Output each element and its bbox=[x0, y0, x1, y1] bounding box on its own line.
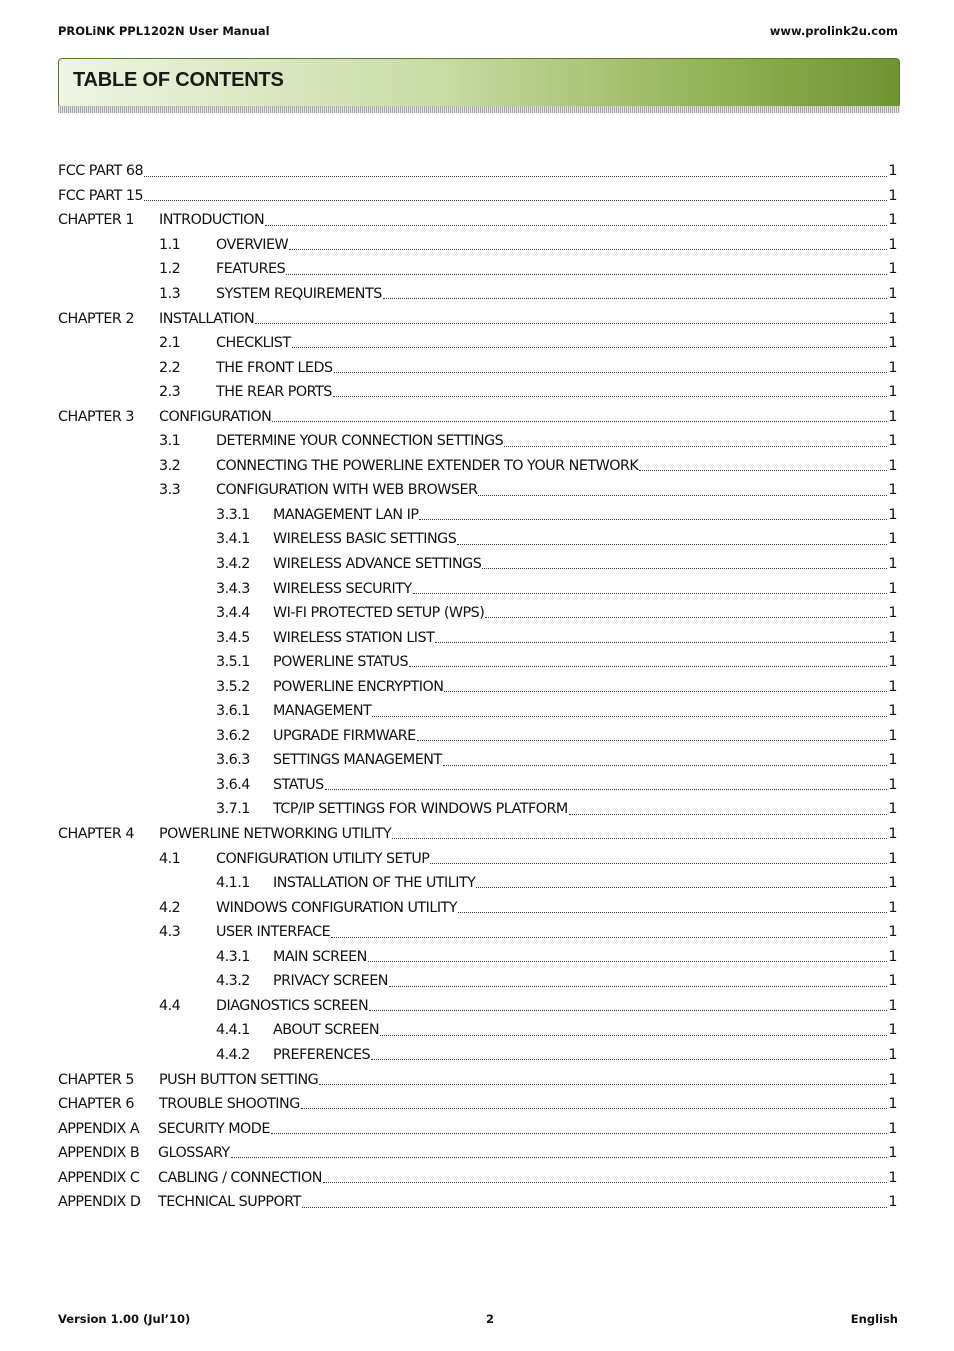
toc-entry[interactable] bbox=[58, 527, 897, 552]
toc-entry-title: POWERLINE ENCRYPTION bbox=[273, 678, 444, 695]
toc-entry[interactable] bbox=[58, 355, 897, 380]
toc-entry-title: STATUS bbox=[273, 776, 324, 793]
toc-entry-title: WINDOWS CONFIGURATION UTILITY bbox=[216, 899, 458, 916]
toc-entry-page: 1 bbox=[888, 212, 897, 229]
toc-entry-page: 1 bbox=[888, 482, 897, 499]
toc-entry[interactable] bbox=[58, 576, 897, 601]
toc-entry[interactable] bbox=[58, 846, 897, 871]
toc-entry-page: 1 bbox=[888, 1046, 897, 1063]
toc-entry-number: 3.1 bbox=[159, 433, 181, 450]
toc-entry-title: POWERLINE NETWORKING UTILITY bbox=[159, 826, 392, 843]
toc-entry[interactable] bbox=[58, 994, 897, 1019]
toc-entry-page: 1 bbox=[888, 1022, 897, 1039]
toc-entry-page: 1 bbox=[888, 236, 897, 253]
toc-entry[interactable] bbox=[58, 724, 897, 749]
toc-entry[interactable] bbox=[58, 674, 897, 699]
toc-entry-title: INSTALLATION bbox=[159, 310, 255, 327]
toc-entry-page: 1 bbox=[888, 1071, 897, 1088]
toc-entry-title: SETTINGS MANAGEMENT bbox=[273, 752, 442, 769]
toc-entry-number: 4.4 bbox=[159, 997, 181, 1014]
toc-entry-number: 3.7.1 bbox=[216, 801, 250, 818]
toc-dot-leader bbox=[485, 616, 887, 618]
toc-entry-number: 3.6.1 bbox=[216, 703, 250, 720]
toc-entry-page: 1 bbox=[888, 826, 897, 843]
toc-entry[interactable] bbox=[58, 945, 897, 970]
toc-dot-leader bbox=[371, 1058, 887, 1060]
toc-entry-title: INSTALLATION OF THE UTILITY bbox=[273, 875, 476, 892]
toc-entry-page: 1 bbox=[888, 703, 897, 720]
toc-entry-title: POWERLINE STATUS bbox=[273, 654, 409, 671]
toc-dot-leader bbox=[443, 764, 888, 766]
toc-dot-leader bbox=[372, 715, 887, 717]
toc-entry-title: THE FRONT LEDS bbox=[216, 359, 333, 376]
toc-entry-title: MAIN SCREEN bbox=[273, 948, 367, 965]
toc-entry-title: CONFIGURATION bbox=[159, 408, 272, 425]
toc-entry-page: 1 bbox=[888, 727, 897, 744]
toc-entry-page: 1 bbox=[888, 1120, 897, 1137]
toc-entry-title: CHECKLIST bbox=[216, 335, 291, 352]
toc-entry-page: 1 bbox=[888, 1194, 897, 1211]
toc-entry-number: 3.4.5 bbox=[216, 629, 250, 646]
toc-entry-title: WI-FI PROTECTED SETUP (WPS) bbox=[273, 605, 485, 622]
toc-entry[interactable] bbox=[58, 601, 897, 626]
toc-entry-number: 3.5.2 bbox=[216, 678, 250, 695]
toc-entry-page: 1 bbox=[888, 605, 897, 622]
toc-entry[interactable] bbox=[58, 1141, 897, 1166]
toc-entry[interactable] bbox=[58, 233, 897, 258]
toc-entry-page: 1 bbox=[888, 850, 897, 867]
toc-entry[interactable] bbox=[58, 797, 897, 822]
toc-entry-number: 3.4.3 bbox=[216, 580, 250, 597]
toc-entry[interactable] bbox=[58, 282, 897, 307]
toc-entry[interactable] bbox=[58, 650, 897, 675]
banner-stripe bbox=[58, 106, 900, 113]
toc-entry-title: DIAGNOSTICS SCREEN bbox=[216, 997, 369, 1014]
toc-entry-number: 4.1.1 bbox=[216, 875, 250, 892]
toc-entry-title: CONFIGURATION UTILITY SETUP bbox=[216, 850, 430, 867]
toc-entry[interactable] bbox=[58, 1190, 897, 1215]
toc-dot-leader bbox=[286, 273, 887, 275]
toc-entry-page: 1 bbox=[888, 531, 897, 548]
toc-dot-leader bbox=[419, 518, 887, 520]
toc-entry-page: 1 bbox=[888, 801, 897, 818]
toc-dot-leader bbox=[331, 936, 887, 938]
toc-dot-leader bbox=[458, 911, 887, 913]
toc-entry-number: 3.5.1 bbox=[216, 654, 250, 671]
toc-entry-title: CONNECTING THE POWERLINE EXTENDER TO YOUR NETWORK bbox=[216, 457, 639, 474]
toc-dot-leader bbox=[457, 543, 887, 545]
toc-entry-page: 1 bbox=[888, 973, 897, 990]
toc-entry[interactable] bbox=[58, 331, 897, 356]
toc-entry-title: FEATURES bbox=[216, 261, 286, 278]
toc-dot-leader bbox=[430, 862, 887, 864]
toc-dot-leader bbox=[333, 395, 888, 397]
toc-entry-title: FCC PART 68 bbox=[58, 163, 144, 180]
toc-entry[interactable] bbox=[58, 1067, 897, 1092]
toc-entry-number: 3.4.2 bbox=[216, 556, 250, 573]
toc-entry-page: 1 bbox=[888, 286, 897, 302]
toc-entry[interactable] bbox=[58, 552, 897, 577]
toc-entry-number: CHAPTER 6 bbox=[58, 1096, 134, 1113]
toc-dot-leader bbox=[392, 837, 887, 839]
toc-entry-number: 3.2 bbox=[159, 457, 181, 474]
toc-entry-page: 1 bbox=[888, 924, 897, 941]
toc-entry[interactable] bbox=[58, 454, 897, 479]
toc-dot-leader bbox=[289, 248, 887, 250]
toc-dot-leader bbox=[265, 224, 887, 226]
toc-entry-page: 1 bbox=[888, 1096, 897, 1113]
toc-entry-number: 3.6.4 bbox=[216, 776, 250, 793]
toc-entry-title: WIRELESS BASIC SETTINGS bbox=[273, 531, 457, 548]
toc-entry-page: 1 bbox=[888, 457, 897, 474]
toc-entry-page: 1 bbox=[888, 875, 897, 892]
toc-entry-title: GLOSSARY bbox=[158, 1145, 230, 1162]
toc-entry[interactable] bbox=[58, 773, 897, 798]
toc-entry[interactable] bbox=[58, 503, 897, 528]
toc-dot-leader bbox=[478, 494, 887, 496]
toc-entry-page: 1 bbox=[888, 580, 897, 597]
toc-entry-title: SECURITY MODE bbox=[158, 1120, 270, 1137]
toc-dot-leader bbox=[272, 420, 887, 422]
toc-dot-leader bbox=[476, 886, 887, 888]
toc-entry-page: 1 bbox=[888, 629, 897, 646]
toc-entry-number: APPENDIX A bbox=[58, 1120, 140, 1137]
toc-entry[interactable] bbox=[58, 871, 897, 896]
toc-dot-leader bbox=[444, 690, 887, 692]
toc-entry-number: CHAPTER 2 bbox=[58, 310, 134, 327]
toc-entry-page: 1 bbox=[888, 556, 897, 573]
toc-entry-number: 2.1 bbox=[159, 335, 181, 352]
toc-entry-page: 1 bbox=[888, 335, 897, 352]
toc-entry-page: 1 bbox=[888, 948, 897, 965]
toc-dot-leader bbox=[144, 199, 887, 201]
toc-dot-leader bbox=[504, 445, 887, 447]
toc-entry-title: WIRELESS STATION LIST bbox=[273, 629, 435, 646]
toc-entry[interactable] bbox=[58, 822, 897, 847]
toc-dot-leader bbox=[144, 175, 887, 177]
toc-dot-leader bbox=[271, 1132, 888, 1134]
toc-entry-number: APPENDIX D bbox=[58, 1194, 141, 1211]
toc-entry-number: 2.2 bbox=[159, 359, 181, 376]
toc-entry[interactable] bbox=[58, 429, 897, 454]
toc-entry-title: UPGRADE FIRMWARE bbox=[273, 727, 416, 744]
toc-dot-leader bbox=[231, 1156, 888, 1158]
toc-entry-title: DETERMINE YOUR CONNECTION SETTINGS bbox=[216, 433, 504, 450]
toc-entry-title: MANAGEMENT bbox=[273, 703, 372, 720]
toc-entry[interactable] bbox=[58, 969, 897, 994]
toc-entry[interactable] bbox=[58, 1116, 897, 1141]
toc-entry[interactable] bbox=[58, 184, 897, 209]
toc-dot-leader bbox=[301, 1107, 888, 1109]
toc-dot-leader bbox=[319, 1083, 887, 1085]
toc-entry-number: 1.1 bbox=[159, 236, 181, 253]
toc-entry-page: 1 bbox=[888, 1169, 897, 1186]
toc-entry-page: 1 bbox=[888, 187, 897, 204]
toc-entry-title: PREFERENCES bbox=[273, 1046, 371, 1063]
toc-entry-title: PRIVACY SCREEN bbox=[273, 973, 388, 990]
toc-entry-number: 4.3.1 bbox=[216, 948, 250, 965]
toc-entry[interactable] bbox=[58, 1092, 897, 1117]
toc-entry-number: 3.6.2 bbox=[216, 727, 250, 744]
toc-entry-title: THE REAR PORTS bbox=[216, 384, 332, 401]
toc-dot-leader bbox=[409, 665, 887, 667]
toc-dot-leader bbox=[292, 346, 888, 348]
toc-entry[interactable] bbox=[58, 920, 897, 945]
toc-entry-title: WIRELESS SECURITY bbox=[273, 580, 412, 597]
toc-entry-title: TROUBLE SHOOTING bbox=[159, 1096, 300, 1113]
toc-entry-number: 4.1 bbox=[159, 850, 181, 867]
toc-entry-number: APPENDIX C bbox=[58, 1169, 140, 1186]
header-website: www.prolink2u.com bbox=[769, 24, 898, 38]
footer-language: English bbox=[850, 1312, 898, 1326]
toc-dot-leader bbox=[383, 297, 888, 299]
toc-banner bbox=[58, 58, 900, 108]
toc-entry-page: 1 bbox=[888, 433, 897, 450]
toc-entry-number: 4.2 bbox=[159, 899, 181, 916]
toc-entry[interactable] bbox=[58, 1043, 897, 1068]
toc-entry-page: 1 bbox=[888, 752, 897, 769]
toc-entry-title: MANAGEMENT LAN IP bbox=[273, 506, 419, 523]
toc-entry[interactable] bbox=[58, 380, 897, 405]
footer-page-number: 2 bbox=[486, 1312, 495, 1326]
toc-entry-page: 1 bbox=[888, 408, 897, 425]
toc-entry-number: 4.3.2 bbox=[216, 973, 250, 990]
header-manual-title: PROLiNK PPL1202N User Manual bbox=[58, 24, 270, 38]
toc-entry[interactable] bbox=[58, 748, 897, 773]
toc-entry-title: WIRELESS ADVANCE SETTINGS bbox=[273, 556, 482, 573]
toc-entry[interactable] bbox=[58, 478, 897, 503]
toc-entry[interactable] bbox=[58, 257, 897, 282]
toc-entry-page: 1 bbox=[888, 776, 897, 793]
toc-entry-page: 1 bbox=[888, 359, 897, 376]
toc-entry[interactable] bbox=[58, 1018, 897, 1043]
toc-entry-number: CHAPTER 1 bbox=[58, 212, 134, 229]
toc-entry-page: 1 bbox=[888, 163, 897, 180]
footer-version: Version 1.00 (Jul’10) bbox=[58, 1312, 191, 1326]
toc-dot-leader bbox=[334, 371, 888, 373]
toc-entry-title: ABOUT SCREEN bbox=[273, 1022, 380, 1039]
toc-entry[interactable] bbox=[58, 895, 897, 920]
toc-entry-number: 3.4.4 bbox=[216, 605, 250, 622]
toc-entry-title: INTRODUCTION bbox=[159, 212, 265, 229]
toc-dot-leader bbox=[302, 1206, 888, 1208]
toc-entry[interactable] bbox=[58, 699, 897, 724]
toc-entry-number: CHAPTER 3 bbox=[58, 408, 134, 425]
toc-entry-page: 1 bbox=[888, 310, 897, 327]
toc-entry-title: OVERVIEW bbox=[216, 236, 289, 253]
toc-dot-leader bbox=[435, 641, 887, 643]
toc-entry-page: 1 bbox=[888, 506, 897, 523]
toc-entry-number: CHAPTER 5 bbox=[58, 1071, 134, 1088]
toc-entry-page: 1 bbox=[888, 997, 897, 1014]
toc-dot-leader bbox=[639, 469, 887, 471]
toc-entry[interactable] bbox=[58, 404, 897, 429]
toc-entry-number: 3.3 bbox=[159, 482, 181, 499]
toc-dot-leader bbox=[569, 813, 888, 815]
toc-entry-page: 1 bbox=[888, 678, 897, 695]
toc-entry-number: 4.4.2 bbox=[216, 1046, 250, 1063]
toc-entry-number: CHAPTER 4 bbox=[58, 826, 134, 843]
toc-dot-leader bbox=[255, 322, 887, 324]
toc-entry-title: TCP/IP SETTINGS FOR WINDOWS PLATFORM bbox=[273, 801, 568, 818]
table-of-contents bbox=[58, 159, 897, 1215]
toc-entry-page: 1 bbox=[888, 654, 897, 671]
toc-entry-title: CONFIGURATION WITH WEB BROWSER bbox=[216, 482, 478, 499]
toc-entry[interactable] bbox=[58, 159, 897, 184]
toc-dot-leader bbox=[380, 1034, 887, 1036]
toc-dot-leader bbox=[368, 960, 888, 962]
toc-entry-number: 3.6.3 bbox=[216, 752, 250, 769]
toc-entry-title: USER INTERFACE bbox=[216, 924, 331, 941]
toc-dot-leader bbox=[413, 592, 888, 594]
toc-dot-leader bbox=[417, 739, 888, 741]
toc-entry[interactable] bbox=[58, 625, 897, 650]
toc-entry-number: 3.3.1 bbox=[216, 506, 250, 523]
toc-entry-number: 4.4.1 bbox=[216, 1022, 250, 1039]
toc-entry[interactable] bbox=[58, 306, 897, 331]
toc-entry-page: 1 bbox=[888, 261, 897, 278]
toc-entry-number: 1.3 bbox=[159, 286, 181, 302]
toc-entry-title: TECHNICAL SUPPORT bbox=[158, 1194, 301, 1211]
toc-entry-page: 1 bbox=[888, 899, 897, 916]
toc-entry-number: 1.2 bbox=[159, 261, 181, 278]
toc-entry-number: 2.3 bbox=[159, 384, 181, 401]
toc-entry-title: PUSH BUTTON SETTING bbox=[159, 1071, 319, 1088]
toc-entry-page: 1 bbox=[888, 1145, 897, 1162]
page-title: TABLE OF CONTENTS bbox=[73, 69, 284, 91]
toc-dot-leader bbox=[482, 567, 887, 569]
toc-entry-title: SYSTEM REQUIREMENTS bbox=[216, 286, 382, 302]
toc-entry-title: FCC PART 15 bbox=[58, 187, 144, 204]
toc-entry[interactable] bbox=[58, 1165, 897, 1190]
toc-entry-page: 1 bbox=[888, 384, 897, 401]
toc-dot-leader bbox=[325, 788, 888, 790]
toc-entry-title: CABLING / CONNECTION bbox=[158, 1169, 322, 1186]
toc-entry-number: APPENDIX B bbox=[58, 1145, 140, 1162]
toc-entry[interactable] bbox=[58, 208, 897, 233]
toc-dot-leader bbox=[323, 1181, 887, 1183]
toc-dot-leader bbox=[389, 985, 887, 987]
toc-dot-leader bbox=[369, 1009, 887, 1011]
toc-entry-number: 3.4.1 bbox=[216, 531, 250, 548]
toc-entry-number: 4.3 bbox=[159, 924, 181, 941]
